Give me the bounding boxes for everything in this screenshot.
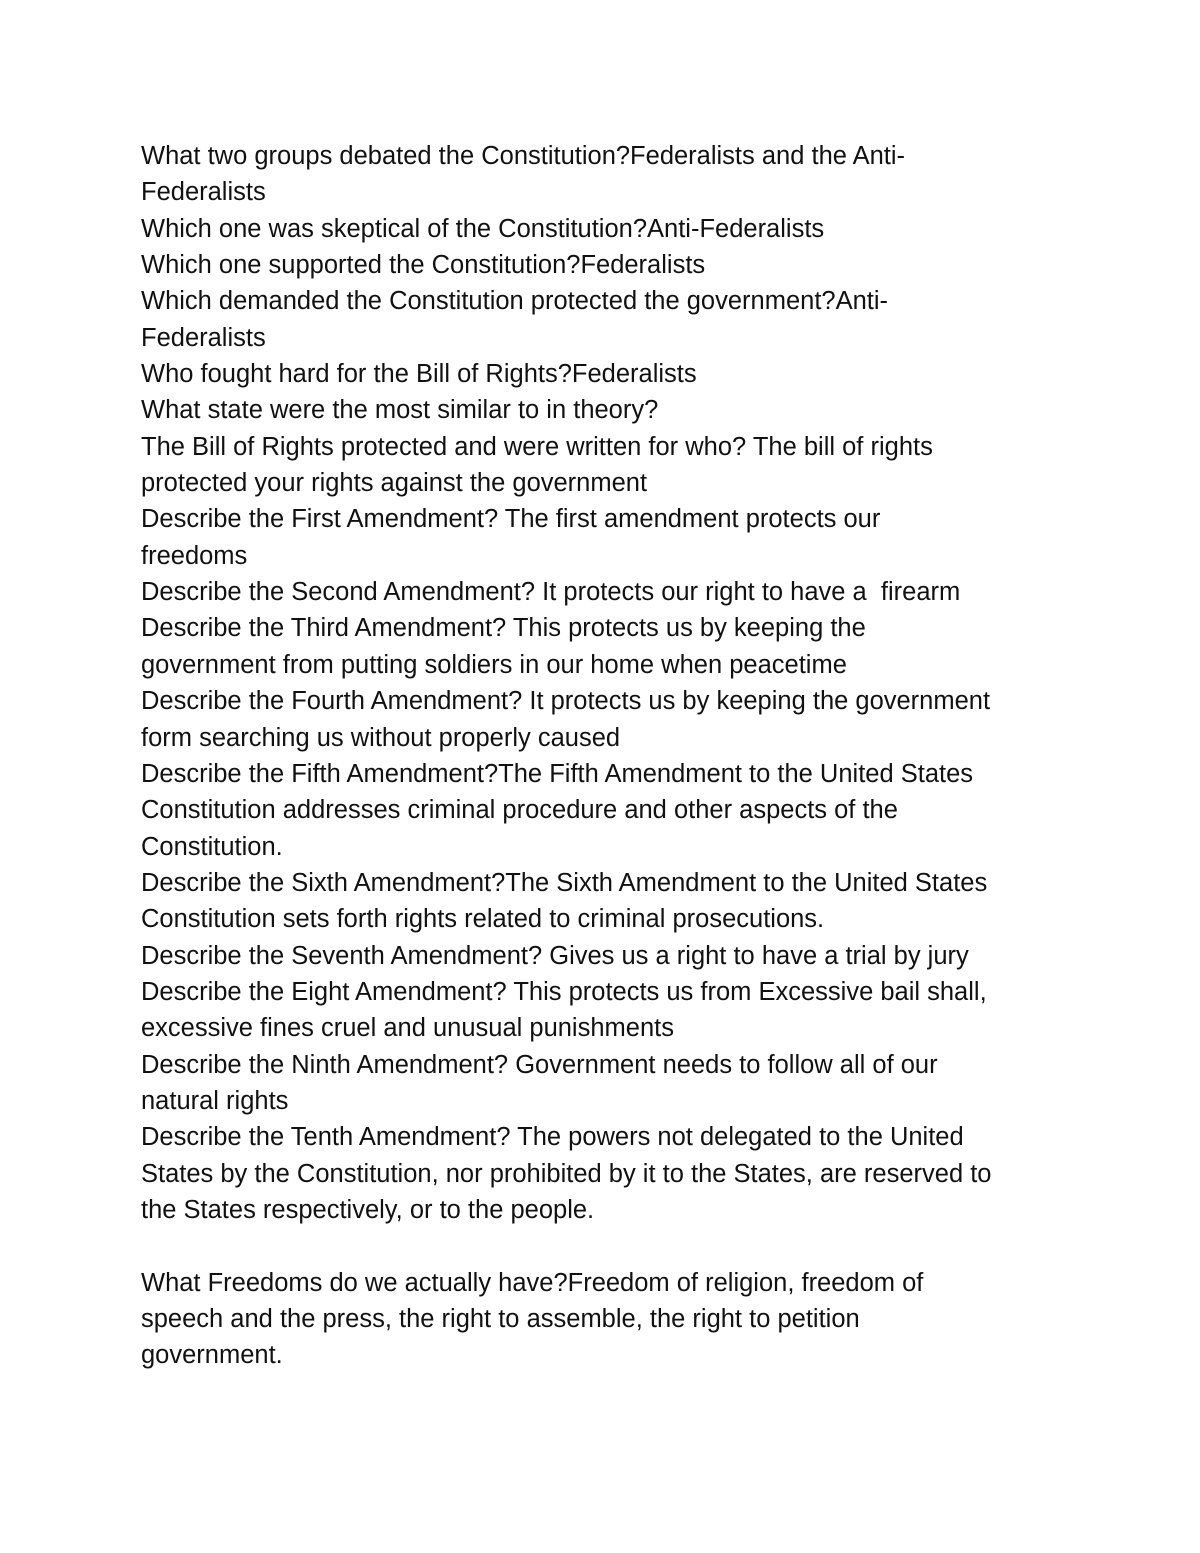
- text-line: States by the Constitution, nor prohibited by it to the States, are reserved to: [141, 1159, 992, 1188]
- text-line: Which one supported the Constitution?Federalists: [141, 251, 706, 280]
- text-line: The Bill of Rights protected and were written for who? The bill of rights: [141, 432, 933, 461]
- text-line: Describe the Fifth Amendment?The Fifth Amendment to the United States: [141, 759, 974, 788]
- paragraph-gap: [141, 1228, 1071, 1264]
- text-line: Describe the Third Amendment? This protects us by keeping the: [141, 614, 866, 643]
- text-line: Describe the First Amendment? The first amendment protects our: [141, 505, 881, 534]
- text-line: Describe the Second Amendment? It protects our right to have a firearm: [141, 578, 961, 607]
- text-line: Constitution sets forth rights related to criminal prosecutions.: [141, 905, 825, 934]
- document-body: [141, 138, 1071, 1374]
- text-line: Describe the Fourth Amendment? It protects us by keeping the government: [141, 687, 991, 716]
- text-line: speech and the press, the right to assemble, the right to petition: [141, 1305, 860, 1333]
- text-line: Describe the Seventh Amendment? Gives us a right to have a trial by jury: [141, 941, 969, 970]
- text-line: the States respectively, or to the people.: [141, 1195, 595, 1224]
- text-line: What two groups debated the Constitution?Federalists and the Anti-: [141, 142, 906, 170]
- text-line: Federalists: [141, 323, 266, 352]
- text-line: Describe the Eight Amendment? This protects us from Excessive bail shall,: [141, 977, 987, 1006]
- text-line: Which one was skeptical of the Constitution?Anti-Federalists: [141, 214, 825, 243]
- text-line: Which demanded the Constitution protected the government?Anti-: [141, 287, 889, 316]
- text-line: government from putting soldiers in our home when peacetime: [141, 650, 847, 679]
- text-line: protected your rights against the government: [141, 469, 648, 498]
- text-line: Constitution addresses criminal procedure and other aspects of the: [141, 796, 898, 825]
- text-line: excessive fines cruel and unusual punishments: [141, 1014, 674, 1043]
- text-line: Federalists: [141, 178, 266, 207]
- text-line: Who fought hard for the Bill of Rights?Federalists: [141, 360, 697, 389]
- text-line: government.: [141, 1341, 283, 1370]
- text-line: What state were the most similar to in theory?: [141, 396, 659, 425]
- text-line: What Freedoms do we actually have?Freedom of religion, freedom of: [141, 1268, 924, 1297]
- text-line: freedoms: [141, 541, 248, 570]
- text-line: natural rights: [141, 1086, 289, 1115]
- text-line: form searching us without properly caused: [141, 723, 621, 752]
- text-line: Describe the Tenth Amendment? The powers not delegated to the United: [141, 1123, 964, 1152]
- text-line: Constitution.: [141, 832, 283, 861]
- text-line: Describe the Sixth Amendment?The Sixth Amendment to the United States: [141, 868, 988, 897]
- text-line: Describe the Ninth Amendment? Government needs to follow all of our: [141, 1050, 938, 1079]
